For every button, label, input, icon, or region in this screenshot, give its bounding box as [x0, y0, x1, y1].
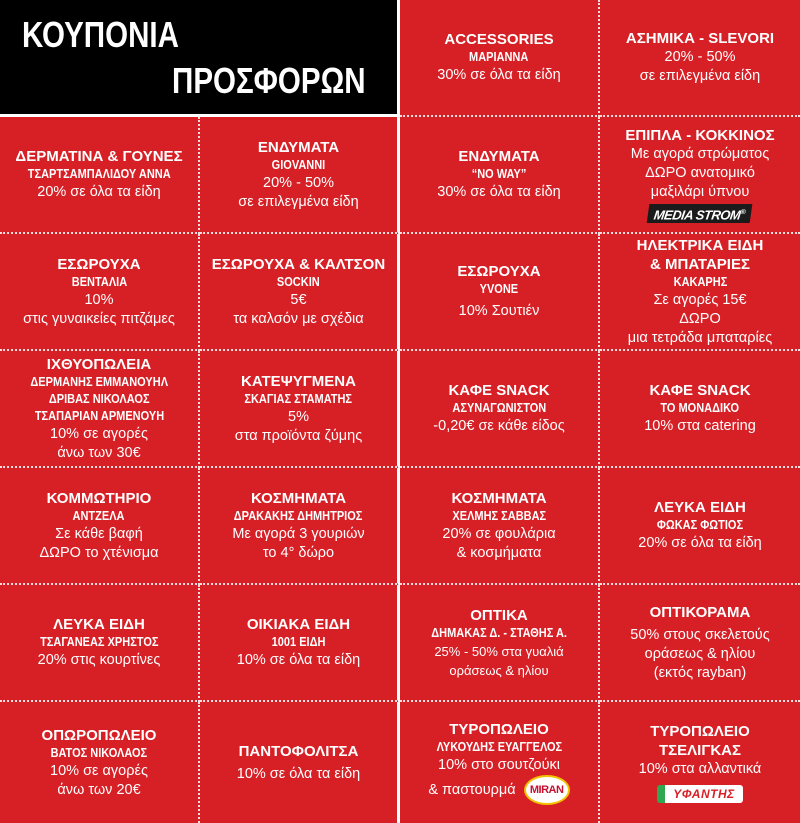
miran-logo	[524, 775, 570, 805]
coupon-category: ΕΣΩΡΟΥΧΑ & ΚΑΛΤΣΟΝ	[211, 255, 386, 273]
coupon-offer-line: & κοσμήματα	[456, 544, 542, 561]
coupon-kommotirio-antzela[interactable]	[0, 468, 200, 585]
coupon-offer-line: το 4° δώρο	[262, 544, 335, 561]
coupon-tyropoleio-tseligkas[interactable]	[600, 702, 800, 823]
coupon-category: ΤΥΡΟΠΩΛΕΙΟ	[650, 723, 750, 740]
coupon-category: ΙΧΘΥΟΠΩΛΕΙΑ	[46, 355, 152, 373]
coupon-category: ΚΑΦΕ SNACK	[649, 382, 751, 399]
coupon-category-line-2: & ΜΠΑΤΑΡΙΕΣ	[650, 255, 750, 273]
coupon-category: ΚΟΜΜΩΤΗΡΙΟ	[46, 489, 152, 507]
coupon-category: ΑΣΗΜΙΚΑ - SLEVORI	[625, 30, 775, 47]
coupon-category: ΟΠΩΡΟΠΩΛΕΙΟ	[41, 726, 157, 744]
coupon-category: ΕΝΔΥΜΑΤΑ	[257, 138, 340, 156]
coupon-optika-dimakas[interactable]	[400, 585, 600, 702]
coupon-offer-line: 30% σε όλα τα είδη	[437, 184, 561, 200]
page-title-line-1: ΚΟΥΠΟΝΙΑ	[22, 14, 179, 55]
coupon-ichthyopoleia[interactable]	[0, 351, 200, 468]
coupon-offer-line: 20% σε φουλάρια	[442, 525, 556, 542]
coupon-offer-line: 50% στους σκελετούς	[630, 626, 770, 643]
coupon-offer-line: στις γυναικείες πιτζάμες	[23, 310, 175, 327]
coupon-shop: ΤΣΑΓΑΝΕΑΣ ΧΡΗΣΤΟΣ	[39, 635, 159, 649]
coupon-offer-line: 20% - 50%	[263, 174, 334, 191]
coupon-endymata-noway[interactable]	[400, 117, 600, 234]
coupon-shop: ΚΑΚΑΡΗΣ	[673, 274, 727, 289]
coupon-katepsygmena-skagias[interactable]	[200, 351, 400, 468]
coupon-offer-line: 10% σε όλα τα είδη	[236, 652, 361, 668]
coupon-shop: ΑΝΤΖΕΛΑ	[73, 508, 125, 523]
coupon-offer-line: ΔΩΡΟ το χτένισμα	[39, 544, 159, 561]
coupon-kosmimata-drakakis[interactable]	[200, 468, 400, 585]
coupon-category: ΟΙΚΙΑΚΑ ΕΙΔΗ	[246, 616, 351, 633]
coupon-category: ΕΠΙΠΛΑ - ΚΟΚΚΙΝΟΣ	[625, 126, 775, 144]
coupon-shop: ΧΕΛΜΗΣ ΣΑΒΒΑΣ	[452, 508, 546, 523]
coupon-shop: 1001 ΕΙΔΗ	[271, 635, 326, 649]
coupon-shop: ΤΣΑΡΤΣΑΜΠΑΛΙΔΟΥ ΑΝΝΑ	[27, 167, 171, 181]
coupon-shop: GIOVANNI	[271, 157, 326, 172]
coupon-oporopoleio-vatos[interactable]	[0, 702, 200, 823]
coupon-shop: ΣΚΑΓΙΑΣ ΣΤΑΜΑΤΗΣ	[244, 391, 353, 406]
coupon-offer-line: άνω των 30€	[57, 444, 141, 461]
coupon-offer-line: σε επιλεγμένα είδη	[238, 193, 359, 210]
coupon-optikorama[interactable]	[600, 585, 800, 702]
page-title-line-2: ΠΡΟΣΦΟΡΩΝ	[172, 60, 366, 101]
coupon-category: ΚΟΣΜΗΜΑΤΑ	[250, 489, 347, 507]
coupon-category: ΔΕΡΜΑΤΙΝΑ & ΓΟΥΝΕΣ	[15, 148, 183, 165]
coupon-shop: ΜΑΡΙΑΝΝΑ	[469, 50, 529, 64]
coupon-category: ΛΕΥΚΑ ΕΙΔΗ	[53, 616, 145, 633]
coupon-offer-line: 10% σε αγορές	[50, 762, 148, 779]
coupon-category: ΗΛΕΚΤΡΙΚΑ ΕΙΔΗ	[636, 236, 764, 254]
coupon-ilektrika-kakaris[interactable]	[600, 234, 800, 351]
coupon-offer-line: Με αγορά στρώματος	[630, 145, 770, 162]
coupon-esoroucha-sockin[interactable]	[200, 234, 400, 351]
coupon-offer-line: 5%	[288, 408, 309, 425]
coupon-shop: ΦΩΚΑΣ ΦΩΤΙΟΣ	[656, 518, 744, 532]
coupon-category: ACCESSORIES	[444, 31, 554, 48]
coupon-offer-line: 5€	[290, 291, 307, 308]
logo-text: MIRAN	[529, 784, 564, 796]
coupon-category: ΕΣΩΡΟΥΧΑ	[457, 263, 541, 280]
coupon-offer-line: 10% σε όλα τα είδη	[236, 765, 361, 782]
mediastrom-logo: MEDIA STROM®	[647, 204, 753, 223]
coupon-shop: ΤΟ ΜΟΝΑΔΙΚΟ	[660, 401, 740, 415]
coupon-pantofolitsa[interactable]	[200, 702, 400, 823]
coupon-shop: ΔΡΑΚΑΚΗΣ ΔΗΜΗΤΡΙΟΣ	[234, 508, 363, 523]
coupon-offer-line: άνω των 20€	[57, 781, 141, 798]
coupon-shop: ΒΑΤΟΣ ΝΙΚΟΛΑΟΣ	[50, 745, 148, 760]
coupon-shop: ΤΣΑΠΑΡΙΑΝ ΑΡΜΕΝΟΥΗ	[34, 408, 164, 423]
coupon-offer-line: 20% σε όλα τα είδη	[638, 535, 762, 551]
coupon-kafe-asynagoniston[interactable]	[400, 351, 600, 468]
coupon-shop: ΒΕΝΤΑΛΙΑ	[71, 274, 127, 289]
coupon-offer-line: Σε αγορές 15€	[653, 291, 747, 308]
coupon-category: ΕΣΩΡΟΥΧΑ	[57, 255, 141, 273]
coupon-offer-line: 10% Σουτιέν	[458, 303, 540, 319]
coupon-shop: “NO WAY”	[471, 167, 527, 181]
coupon-oikiaka-1001[interactable]	[200, 585, 400, 702]
coupon-category: ΚΑΦΕ SNACK	[448, 382, 550, 399]
logo-text: ΥΦΑΝΤΗΣ	[673, 787, 735, 801]
coupon-offer-line: σε επιλεγμένα είδη	[639, 68, 761, 84]
logo-text: MEDIA STROM	[653, 207, 742, 223]
coupon-offer-line: 10% στα αλλαντικά	[638, 761, 762, 777]
coupon-offer-line: στα προϊόντα ζύμης	[234, 427, 363, 444]
coupon-offer-line: -0,20€ σε κάθε είδος	[433, 418, 565, 434]
coupon-shop: SOCKIN	[277, 274, 320, 289]
coupon-offer-line: 10% στα catering	[644, 418, 756, 434]
coupon-category: ΚΟΣΜΗΜΑΤΑ	[451, 489, 547, 507]
coupon-asimika-slevori[interactable]	[600, 0, 800, 117]
coupon-esoroucha-ventalia[interactable]	[0, 234, 200, 351]
coupon-shop: ΔΗΜΑΚΑΣ Δ. - ΣΤΑΘΗΣ Α.	[431, 625, 567, 640]
coupon-category: ΟΠΤΙΚΟΡΑΜΑ	[649, 603, 751, 621]
coupon-endymata-giovanni[interactable]	[200, 117, 400, 234]
coupon-tyropoleio-lykoudis[interactable]	[400, 702, 600, 823]
coupon-shop: YVONE	[479, 282, 519, 296]
coupon-offer-line: 30% σε όλα τα είδη	[437, 67, 561, 83]
yfantis-logo	[657, 785, 742, 803]
coupon-esoroucha-yvone[interactable]	[400, 234, 600, 351]
coupon-offer-line: ΔΩΡΟ ανατομικό	[645, 164, 755, 181]
coupon-category: ΠΑΝΤΟΦΟΛΙΤΣΑ	[238, 742, 359, 760]
coupon-accessories-marianna[interactable]	[400, 0, 600, 117]
title-block	[0, 0, 400, 117]
coupon-dermatina-gounes[interactable]	[0, 117, 200, 234]
coupon-category: ΤΥΡΟΠΩΛΕΙΟ	[449, 721, 549, 738]
coupon-offer-line: ΔΩΡΟ	[679, 310, 721, 327]
coupon-epipla-kokkinos[interactable]	[600, 117, 800, 234]
offer-with-logo	[428, 775, 569, 805]
coupon-offer-line: Σε κάθε βαφή	[55, 525, 143, 542]
coupon-offer-line: & παστουρμά	[428, 781, 516, 798]
coupon-shop: ΛΥΚΟΥΔΗΣ ΕΥΑΓΓΕΛΟΣ	[436, 740, 562, 754]
coupon-offer-line: μαξιλάρι ύπνου	[650, 183, 750, 200]
coupon-offer-line: 25% - 50% στα γυαλιά	[434, 643, 564, 659]
coupon-shop: ΑΣΥΝΑΓΩΝΙΣΤΟΝ	[452, 401, 546, 415]
coupon-offer-line: μια τετράδα μπαταρίες	[627, 329, 773, 346]
coupon-category: ΕΝΔΥΜΑΤΑ	[458, 148, 540, 165]
coupon-offer-line: 20% σε όλα τα είδη	[37, 184, 161, 200]
coupon-kafe-monadiko[interactable]	[600, 351, 800, 468]
coupon-kosmimata-chelmis[interactable]	[400, 468, 600, 585]
coupon-offer-line: 20% - 50%	[664, 49, 736, 65]
coupon-offer-line: τα καλσόν με σχέδια	[233, 310, 364, 327]
coupon-lefka-fokas[interactable]	[600, 468, 800, 585]
coupon-category: ΛΕΥΚΑ ΕΙΔΗ	[654, 499, 746, 516]
coupon-offer-line: 10% στο σουτζούκι	[438, 757, 560, 773]
coupon-lefka-tsaganeas[interactable]	[0, 585, 200, 702]
coupon-offer-line: 20% στις κουρτίνες	[37, 652, 161, 668]
coupon-category: ΚΑΤΕΨΥΓΜΕΝΑ	[241, 372, 356, 390]
coupon-offer-line: 10% σε αγορές	[50, 425, 148, 442]
coupon-offer-line: οράσεως & ηλίου	[449, 662, 549, 678]
coupon-shop: ΔΡΙΒΑΣ ΝΙΚΟΛΑΟΣ	[48, 391, 150, 406]
coupon-offer-line: 10%	[84, 291, 114, 308]
coupon-shop: ΔΕΡΜΑΝΗΣ ΕΜΜΑΝΟΥΗΛ	[30, 374, 168, 389]
coupon-offer-line: (εκτός rayban)	[653, 664, 747, 681]
coupon-offer-line: οράσεως & ηλίου	[644, 645, 756, 662]
coupon-category: ΟΠΤΙΚΑ	[470, 606, 528, 624]
coupon-offer-line: Με αγορά 3 γουριών	[232, 525, 365, 542]
coupon-category-line-2: ΤΣΕΛΙΓΚΑΣ	[658, 742, 742, 759]
